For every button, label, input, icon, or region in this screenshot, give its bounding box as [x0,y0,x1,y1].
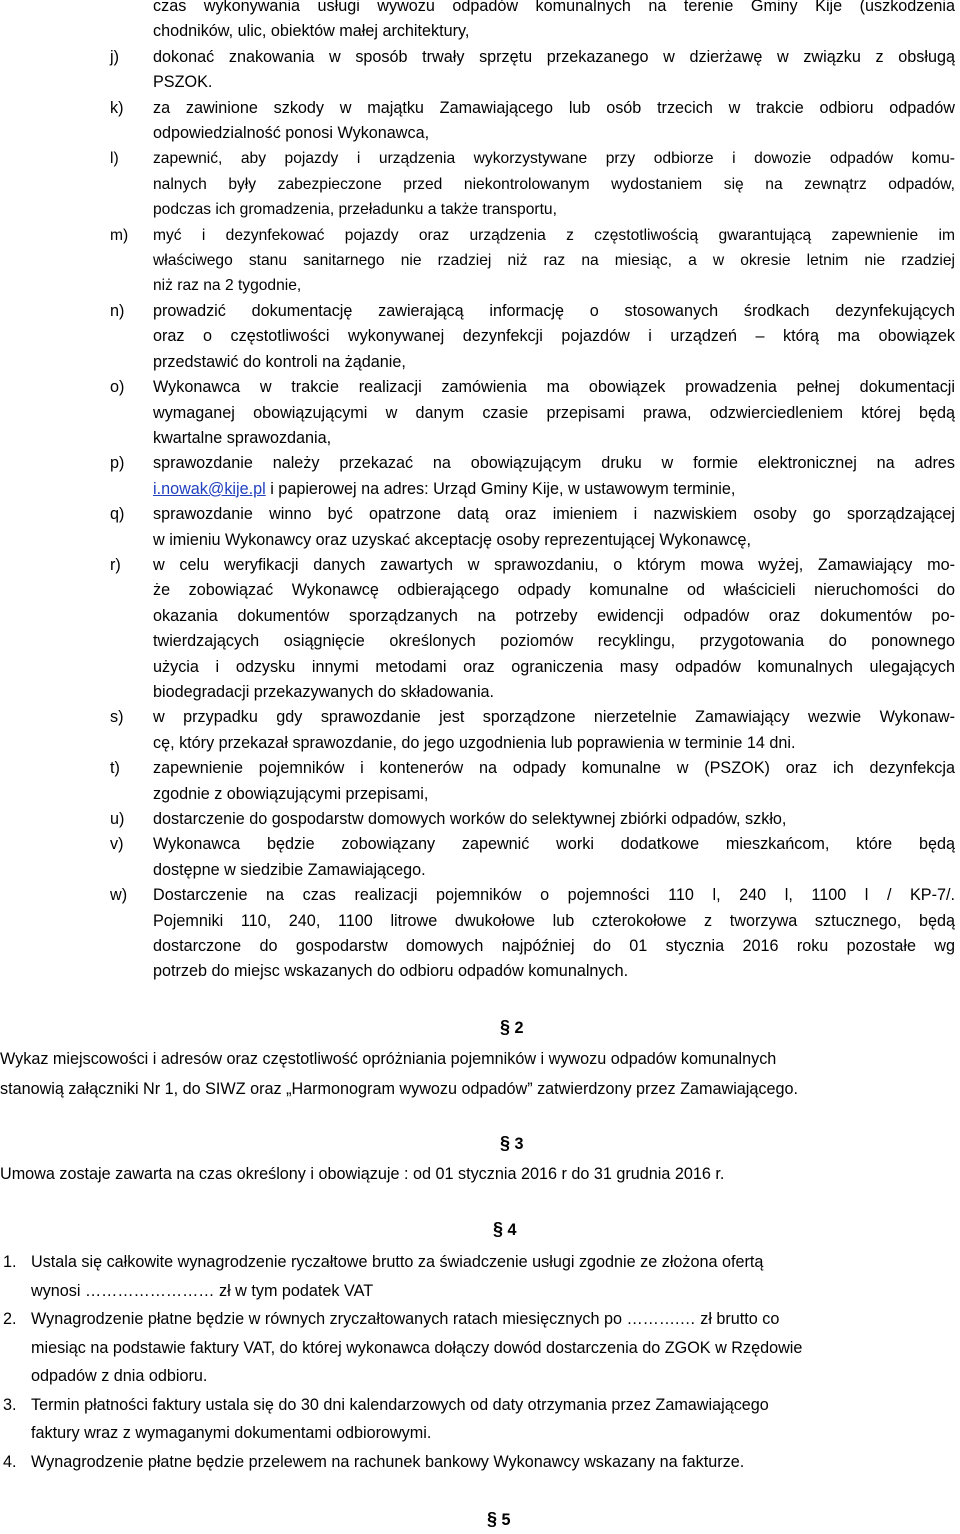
text-line: przedstawić do kontroli na żądanie, [153,352,406,371]
list-item-t [110,756,955,807]
text-line: nalnych były zabezpieczone przed niekontrolowanym wydostaniem się na zewnątrz odpadów, [153,175,955,193]
text-line: okazania dokumentów sporządzanych na potrzeby ewidencji odpadów oraz dokumentów po- [153,606,955,625]
text-line: Wykaz miejscowości i adresów oraz częstotliwość opróżniania pojemników i wywozu odpadów komunalnych [0,1050,777,1068]
section-2-text [0,1045,958,1104]
section-heading-3 [500,1133,524,1154]
paragraph-symbol: § [500,1017,511,1037]
text-line [153,477,955,502]
text-line: stanowią załączniki Nr 1, do SIWZ oraz „Harmonogram wywozu odpadów” zatwierdzony przez Zamawiającego. [0,1079,799,1098]
list-item-continuation [153,0,955,45]
text-line: PSZOK. [153,73,213,92]
text-line: faktury wraz z wymaganymi dokumentami odbiorowymi. [31,1424,432,1442]
text-line: Ustala się całkowite wynagrodzenie ryczałtowe brutto za świadczenie usługi zgodnie ze złożona ofertą [31,1253,764,1271]
paragraph-symbol: § [493,1219,504,1239]
numbered-item-2 [0,1305,958,1391]
address-text: i papierowej na adres: Urząd Gminy Kije, w ustawowym terminie, [265,479,736,498]
text-line: że zobowiązać Wykonawcę odbierającego odpady komunalne od właścicieli nieruchomości do [153,581,955,600]
text-line: Umowa zostaje zawarta na czas określony i obowiązuje : od 01 stycznia 2016 r do 31 grudnia 2016 r. [0,1165,725,1183]
text-line: wymaganej obowiązującymi w danym czasie przepisami prawa, odzwierciedleniem której będą [153,403,955,422]
text-line: Termin płatności faktury ustala się do 30 dni kalendarzowych od daty otrzymania przez Zamawiającego [31,1395,769,1414]
item-label: r) [110,555,121,574]
section-number: 2 [514,1019,524,1037]
numbered-item-3 [0,1391,958,1448]
item-label: u) [110,810,125,828]
text-line: w celu weryfikacji danych zawartych w sprawozdaniu, o którym mowa wyżej, Zamawiający mo- [153,555,955,574]
section-heading-4 [493,1219,517,1240]
list-item-k [110,96,955,147]
item-label: k) [110,98,124,117]
list-item-j [110,45,955,96]
text-line: Pojemniki 110, 240, 1100 litrowe dwukołowe lub czterokołowe z tworzywa sztucznego, będą [153,911,955,930]
text-line: dostarczone do gospodarstw domowych najpóźniej do 01 stycznia 2016 roku pozostałe wg [153,937,955,956]
list-item-m [110,223,955,299]
item-label: q) [110,505,125,524]
text-line: myć i dezynfekować pojazdy oraz urządzenia z częstotliwością gwarantującą zapewnienie im [153,226,955,244]
list-item-r [110,553,955,705]
item-number: 2. [3,1310,17,1328]
list-item-w [110,883,955,985]
text-line: wynosi …………………… zł w tym podatek VAT [31,1281,374,1300]
paragraph-symbol: § [500,1133,511,1153]
section-number: 3 [514,1135,524,1153]
section-number: 5 [501,1511,511,1529]
list-item-s [110,705,955,756]
paragraph-symbol: § [487,1509,498,1529]
list-item-n [110,299,955,375]
item-label: p) [110,454,125,473]
numbered-item-4 [0,1448,958,1477]
text-line: prowadzić dokumentację zawierającą informację o stosowanych środkach dezynfekujących [153,301,955,320]
list-item-u [110,807,955,832]
text-line: dostępne w siedzibie Zamawiającego. [153,860,426,879]
item-number: 4. [3,1452,17,1471]
text-line: potrzeb do miejsc wskazanych do odbioru odpadów komunalnych. [153,962,629,981]
text-line: Wynagrodzenie płatne będzie w równych zryczałtowanych ratach miesięcznych po ……….… zł brutto co [31,1310,780,1328]
text-line: niż raz na 2 tygodnie, [153,277,302,295]
item-label: j) [110,47,119,66]
text-line: sprawozdanie winno być opatrzone datą oraz imieniem i nazwiskiem osoby go sporządzającej [153,505,955,524]
text-line: biodegradacji przekazywanych do składowania. [153,682,495,701]
text-line: Wynagrodzenie płatne będzie przelewem na rachunek bankowy Wykonawcy wskazany na fakturze. [31,1452,745,1471]
text-line: właściwego stanu sanitarnego nie rzadziej niż raz na miesiąc, a w okresie letnim nie rzadziej [153,252,955,270]
email-link[interactable]: i.nowak@kije.pl [153,479,266,498]
text-line: dostarczenie do gospodarstw domowych worków do selektywnej zbiórki odpadów, szkło, [153,810,787,828]
item-label: t) [110,759,120,778]
text-line: użycia i odzysku innymi metodami oraz ograniczenia masy odpadów komunalnych ulegających [153,657,955,676]
item-label: w) [110,886,128,905]
list-item-v [110,832,955,883]
text-line: Wykonawca w trakcie realizacji zamówienia ma obowiązek prowadzenia pełnej dokumentacji [153,378,955,397]
section-3-text [0,1160,958,1190]
item-label: o) [110,378,125,397]
item-number: 1. [3,1253,17,1271]
text-line: odpowiedzialność ponosi Wykonawca, [153,124,430,143]
item-label: n) [110,301,125,320]
text-line: twierdzających osiągnięcie określonych poziomów recyklingu, przygotowania do ponownego [153,632,955,651]
text-line: oraz o częstotliwości wykonywanej dezynfekcji pojazdów i urządzeń – którą ma obowiązek [153,327,955,346]
text-line: za zawinione szkody w majątku Zamawiającego lub osób trzecich w trakcie odbioru odpadów [153,98,955,117]
list-item-o [110,375,955,451]
text-line: zapewnić, aby pojazdy i urządzenia wykorzystywane przy odbiorze i dowozie odpadów komu- [153,150,955,168]
text-line: czas wykonywania usługi wywozu odpadów komunalnych na terenie Gminy Kije (uszkodzenia [153,0,955,15]
section-heading-2 [500,1017,524,1038]
text-line: Wykonawca będzie zobowiązany zapewnić worki dodatkowe mieszkańcom, które będą [153,835,955,854]
text-line: kwartalne sprawozdania, [153,428,332,447]
text-line: cę, który przekazał sprawozdanie, do jego uzgodnienia lub poprawienia w terminie 14 dni. [153,733,796,752]
text-line: dokonać znakowania w sposób trwały sprzętu przekazanego w dzierżawę w związku z obsługą [153,47,955,66]
text-line: sprawozdanie należy przekazać na obowiązującym druku w formie elektronicznej na adres [153,454,955,473]
item-label: m) [110,226,129,244]
text-line: w imieniu Wykonawcy oraz uzyskać akceptację osoby reprezentującej Wykonawcę, [153,530,752,549]
text-line: zapewnienie pojemników i kontenerów na odpady komunalne w (PSZOK) oraz ich dezynfekcja [153,759,955,778]
text-line: chodników, ulic, obiektów małej architektury, [153,22,470,41]
section-number: 4 [507,1221,517,1239]
text-line: podczas ich gromadzenia, przeładunku a także transportu, [153,201,557,219]
section-heading-5 [487,1509,511,1530]
text-line: odpadów z dnia odbioru. [31,1367,208,1385]
item-label: s) [110,708,124,727]
list-item-q [110,502,955,553]
text-line: miesiąc na podstawie faktury VAT, do której wykonawca dołączy dowód dostarczenia do ZGOK w Rzędowie [31,1338,803,1357]
text-line: w przypadku gdy sprawozdanie jest sporządzone nierzetelnie Zamawiający wezwie Wykonaw- [153,708,955,727]
section-4-list [0,1248,958,1476]
text-line: zgodnie z obowiązującymi przepisami, [153,784,429,803]
item-number: 3. [3,1395,17,1414]
list-item-l [110,146,955,222]
list-item-p [110,451,955,502]
numbered-item-1 [0,1248,958,1305]
item-label: l) [110,150,119,168]
item-label: v) [110,835,124,854]
text-line: Dostarczenie na czas realizacji pojemników o pojemności 110 l, 240 l, 1100 l / KP-7/. [153,886,955,905]
